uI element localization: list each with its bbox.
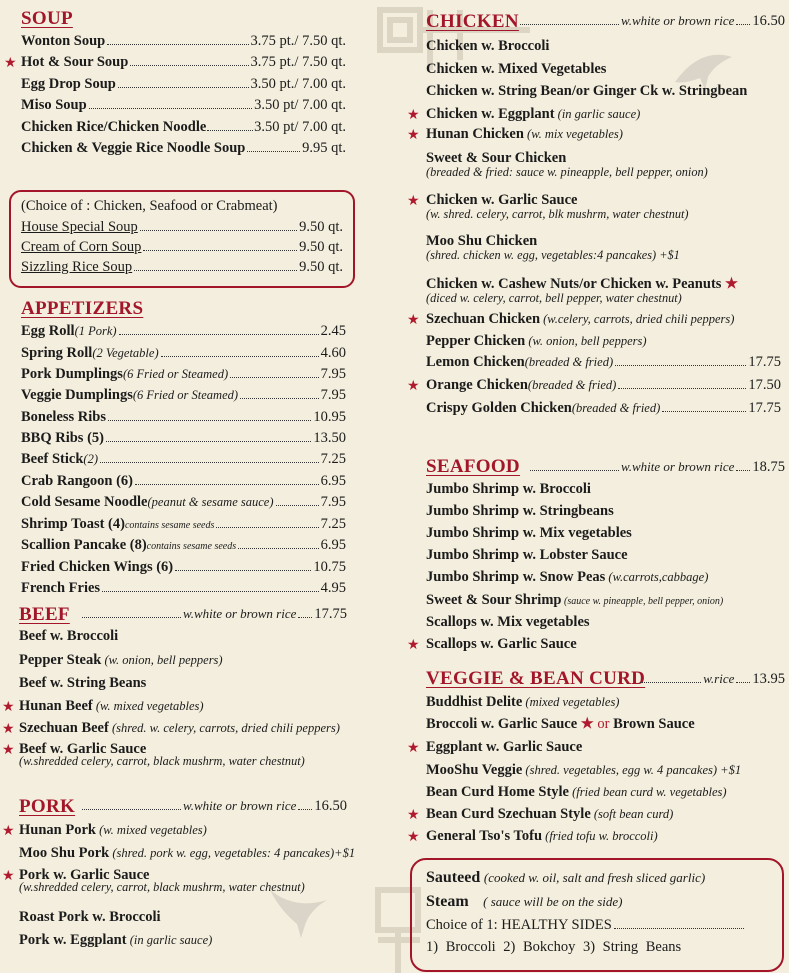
- soup-item: Wonton Soup 3.75 pt./ 7.50 qt.: [21, 33, 346, 49]
- appetizer-item: [21, 345, 346, 362]
- appetizer-name: Boneless Ribs: [21, 409, 107, 425]
- appetizer-price: 7.95: [320, 494, 346, 510]
- chicken-name: Chicken w. Eggplant: [426, 106, 555, 122]
- appetizer-price: 4.60: [320, 345, 346, 361]
- appetizer-name: Pork Dumplings: [21, 366, 123, 382]
- appetizer-price: 4.95: [320, 580, 346, 596]
- star-icon: ★: [2, 743, 15, 758]
- leader-dots: [106, 441, 311, 442]
- chicken-price: 17.75: [748, 400, 781, 416]
- soup-item: Hot & Sour Soup 3.75 pt./ 7.50 qt.: [21, 54, 346, 70]
- pork-name: Hunan Pork: [19, 822, 96, 838]
- appetizer-desc: (2): [83, 452, 98, 466]
- seafood-heading: SEAFOOD: [426, 456, 520, 477]
- pork-item: [19, 845, 355, 862]
- beef-name: Szechuan Beef: [19, 720, 109, 736]
- pork-name: Pork w. Garlic Sauce: [19, 867, 150, 883]
- appetizer-desc: (peanut & sesame sauce): [147, 495, 274, 509]
- pork-garlic-desc: (w.shredded celery, carrot, black mushrm, water chestnut): [19, 880, 305, 894]
- beef-desc: (w. onion, bell peppers): [101, 653, 223, 667]
- leader-dots: [276, 505, 319, 506]
- appetizer-name: BBQ Ribs (5): [21, 430, 104, 446]
- veggie-name: General Tso's Tofu: [426, 828, 543, 844]
- veggie-desc: (fried bean curd w. vegetables): [568, 785, 727, 799]
- chicken-item: [426, 106, 640, 123]
- appetizer-item: [21, 580, 346, 597]
- seafood-desc: (sauce w. pineapple, bell pepper, onion): [561, 596, 724, 607]
- appetizer-price: 7.95: [320, 387, 346, 403]
- beef-rice-note: w.white or brown rice 17.75: [82, 606, 347, 623]
- appetizer-desc: (6 Fried or Steamed): [122, 367, 229, 381]
- chicken-name: Pepper Chicken: [426, 333, 526, 349]
- pork-heading: PORK: [19, 796, 76, 817]
- chicken-item: [426, 333, 647, 350]
- soup-item: Egg Drop Soup 3.50 pt./ 7.00 qt.: [21, 76, 346, 92]
- appetizer-name: Veggie Dumplings: [21, 387, 133, 403]
- appetizer-name: Scallion Pancake (8): [21, 537, 147, 553]
- beef-name: Beef w. Broccoli: [19, 628, 119, 644]
- veggie-heading: VEGGIE & BEAN CURD: [426, 668, 646, 689]
- seafood-rice-note: w.white or brown rice 18.75: [530, 459, 785, 476]
- chicken-name: Hunan Chicken: [426, 126, 524, 142]
- chicken-name: Moo Shu Chicken: [426, 233, 538, 249]
- appetizer-name: Fried Chicken Wings (6): [21, 559, 174, 575]
- chicken-desc: (w.celery, carrots, dried chili peppers): [540, 312, 735, 326]
- star-icon: ★: [407, 379, 420, 394]
- star-icon: ★: [407, 741, 420, 756]
- beef-name: Beef w. String Beans: [19, 675, 147, 691]
- pork-name: Moo Shu Pork: [19, 845, 110, 861]
- chicken-desc: (diced w. celery, carrot, bell pepper, water chestnut): [426, 291, 682, 305]
- veggie-item: [426, 739, 582, 756]
- veggie-item: [426, 828, 658, 845]
- leader-dots: [161, 356, 319, 357]
- chicken-item: [426, 126, 623, 143]
- star-icon: ★: [2, 824, 15, 839]
- chicken-price: 17.75: [748, 354, 781, 370]
- soup-item: Chicken Rice/Chicken Noodle 3.50 pt/ 7.00 qt.: [21, 119, 346, 135]
- veggie-name: Eggplant w. Garlic Sauce: [426, 739, 583, 755]
- chicken-desc: (w. mix vegetables): [523, 127, 623, 141]
- appetizer-note: contains sesame seeds: [124, 520, 215, 531]
- appetizer-desc: (1 Pork): [74, 324, 117, 338]
- seafood-name: Jumbo Shrimp w. Broccoli: [426, 481, 591, 497]
- sauteed-row: Sauteed (cooked w. oil, salt and fresh sliced garlic): [426, 869, 706, 886]
- chicken-item: [426, 311, 734, 328]
- appetizer-price: 7.25: [320, 516, 346, 532]
- leader-dots: [230, 377, 319, 378]
- leader-dots: [240, 398, 319, 399]
- seafood-name: Scallops w. Garlic Sauce: [426, 636, 577, 652]
- chicken-heading: CHICKEN: [426, 11, 519, 32]
- beef-name: Hunan Beef: [19, 698, 93, 714]
- seafood-item: [426, 614, 590, 631]
- chicken-price: 17.50: [748, 377, 781, 393]
- chicken-item: [426, 61, 606, 78]
- pork-name: Roast Pork w. Broccoli: [19, 909, 161, 925]
- appetizer-item: [21, 537, 346, 554]
- veggie-name: Broccoli w. Garlic Sauce: [426, 716, 578, 732]
- chicken-desc: (breaded & fried: sauce w. pineapple, bell pepper, onion): [426, 165, 708, 179]
- soup-item: Chicken & Veggie Rice Noodle Soup 9.95 qt.: [21, 140, 346, 156]
- appetizer-note: contains sesame seeds: [146, 541, 237, 552]
- chicken-name: Chicken w. String Bean/or Ginger Ck w. Stringbean: [426, 83, 748, 99]
- leader-dots: [216, 527, 318, 528]
- star-icon: ★: [2, 869, 15, 884]
- chicken-desc: (breaded & fried): [571, 401, 661, 415]
- chicken-name: Crispy Golden Chicken: [426, 400, 572, 416]
- star-icon: ★: [407, 830, 420, 845]
- seafood-name: Sweet & Sour Shrimp: [426, 592, 562, 608]
- appetizer-price: 10.95: [313, 409, 346, 425]
- chicken-name: Chicken w. Cashew Nuts/or Chicken w. Peanuts: [426, 276, 722, 292]
- leader-dots: [618, 388, 746, 389]
- seafood-name: Jumbo Shrimp w. Stringbeans: [426, 503, 614, 519]
- veggie-name: Brown Sauce: [609, 716, 695, 732]
- leader-dots: [119, 334, 319, 335]
- pork-item: [19, 932, 212, 949]
- seafood-item: [426, 636, 577, 653]
- healthy-sides-options: 1) Broccoli 2) Bokchoy 3) String Beans: [426, 939, 682, 955]
- chicken-name: Chicken w. Mixed Vegetables: [426, 61, 607, 77]
- appetizer-name: Egg Roll: [21, 323, 75, 339]
- chicken-name: Chicken w. Broccoli: [426, 38, 550, 54]
- leader-dots: [238, 548, 319, 549]
- appetizer-price: 7.95: [320, 366, 346, 382]
- appetizer-name: Beef Stick: [21, 451, 84, 467]
- veggie-item: [426, 762, 741, 779]
- star-icon: ★: [4, 56, 17, 71]
- chicken-desc: (breaded & fried): [527, 378, 617, 392]
- pork-rice-note: w.white or brown rice 16.50: [82, 798, 347, 815]
- veggie-item: [426, 716, 695, 733]
- veggie-desc: (mixed vegetables): [522, 695, 620, 709]
- appetizers-heading: APPETIZERS: [21, 298, 144, 319]
- appetizer-name: Shrimp Toast (4): [21, 516, 125, 532]
- specialty-soup-item: Sizzling Rice Soup 9.50 qt.: [21, 259, 343, 275]
- chicken-desc: (w. shred. celery, carrot, blk mushrm, water chestnut): [426, 207, 689, 221]
- appetizer-item: [21, 366, 346, 383]
- chicken-name: Orange Chicken: [426, 377, 528, 393]
- veggie-desc: (fried tofu w. broccoli): [542, 829, 658, 843]
- star-icon: ★: [407, 194, 420, 209]
- right-column: [400, 0, 789, 973]
- chicken-rice-note: w.white or brown rice 16.50: [520, 13, 785, 30]
- appetizer-desc: (6 Fried or Steamed): [132, 388, 239, 402]
- appetizer-price: 2.45: [320, 323, 346, 339]
- pork-desc: (w. mixed vegetables): [95, 823, 207, 837]
- appetizer-name: French Fries: [21, 580, 101, 596]
- appetizer-name: Spring Roll: [21, 345, 93, 361]
- chicken-item: [426, 354, 781, 371]
- veggie-rice-note: w.rice 13.95: [640, 671, 785, 688]
- chicken-item: [426, 38, 549, 55]
- seafood-item: [426, 547, 628, 564]
- appetizer-price: 13.50: [313, 430, 346, 446]
- appetizer-item: [21, 387, 346, 404]
- leader-dots: [100, 462, 319, 463]
- beef-desc: (w. mixed vegetables): [92, 699, 204, 713]
- beef-name: Beef w. Garlic Sauce: [19, 741, 147, 757]
- veggie-item: [426, 806, 673, 823]
- appetizer-price: 7.25: [320, 451, 346, 467]
- appetizer-price: 6.95: [320, 473, 346, 489]
- leader-dots: [662, 411, 746, 412]
- appetizer-item: [21, 516, 346, 533]
- soup-heading: SOUP: [21, 8, 73, 29]
- star-icon: ★: [2, 700, 15, 715]
- appetizer-name: Cold Sesame Noodle: [21, 494, 148, 510]
- leader-dots: [175, 570, 311, 571]
- pork-item: [19, 822, 207, 839]
- chicken-desc: (shred. chicken w. egg, vegetables:4 pancakes) +$1: [426, 248, 680, 262]
- soup-item: Miso Soup 3.50 pt/ 7.00 qt.: [21, 97, 346, 113]
- seafood-name: Jumbo Shrimp w. Lobster Sauce: [426, 547, 628, 563]
- chicken-desc: (w. onion, bell peppers): [525, 334, 647, 348]
- appetizer-item: [21, 409, 346, 426]
- healthy-sides-choice: Choice of 1: HEALTHY SIDES: [426, 917, 746, 934]
- beef-desc: (shred. w. celery, carrots, dried chili peppers): [108, 721, 340, 735]
- star-icon: ★: [407, 108, 420, 123]
- beef-item: [19, 628, 118, 645]
- seafood-name: Scallops w. Mix vegetables: [426, 614, 590, 630]
- beef-item: [19, 720, 340, 737]
- appetizer-price: 10.75: [313, 559, 346, 575]
- seafood-name: Jumbo Shrimp w. Snow Peas: [426, 569, 606, 585]
- beef-item: [19, 675, 146, 692]
- chicken-name: Sweet & Sour Chicken: [426, 150, 567, 166]
- seafood-item: [426, 525, 632, 542]
- veggie-desc: (shred. vegetables, egg w. 4 pancakes) +$1: [522, 763, 742, 777]
- veggie-or: or: [597, 716, 610, 732]
- chicken-name: Lemon Chicken: [426, 354, 525, 370]
- beef-item: [19, 652, 223, 669]
- veggie-item: [426, 784, 727, 801]
- beef-heading: BEEF: [19, 604, 70, 625]
- star-icon: ★: [407, 808, 420, 823]
- appetizer-item: [21, 494, 346, 511]
- pork-desc: (in garlic sauce): [126, 933, 213, 947]
- appetizer-item: [21, 451, 346, 468]
- chicken-item: [426, 83, 747, 100]
- pork-item: [19, 909, 161, 926]
- seafood-item: [426, 592, 723, 609]
- seafood-item: [426, 481, 591, 498]
- appetizer-desc: (2 Vegetable): [92, 346, 159, 360]
- seafood-item: [426, 503, 614, 520]
- veggie-name: Bean Curd Szechuan Style: [426, 806, 591, 822]
- seafood-item: [426, 569, 708, 586]
- leader-dots: [615, 365, 746, 366]
- beef-garlic-desc: (w.shredded celery, carrot, black mushrm, water chestnut): [19, 754, 305, 768]
- specialty-soup-item: House Special Soup 9.50 qt.: [21, 219, 343, 235]
- steam-row: Steam ( sauce will be on the side): [426, 893, 623, 910]
- leader-dots: [135, 484, 319, 485]
- chicken-name: Szechuan Chicken: [426, 311, 541, 327]
- star-icon: ★: [2, 722, 15, 737]
- seafood-name: Jumbo Shrimp w. Mix vegetables: [426, 525, 632, 541]
- appetizer-item: [21, 559, 346, 576]
- star-icon: ★: [721, 276, 739, 292]
- appetizer-item: [21, 323, 346, 340]
- beef-item: [19, 698, 204, 715]
- appetizer-price: 6.95: [320, 537, 346, 553]
- veggie-name: Bean Curd Home Style: [426, 784, 569, 800]
- leader-dots: [108, 420, 311, 421]
- chicken-item: [426, 400, 781, 417]
- seafood-desc: (w.carrots,cabbage): [605, 570, 709, 584]
- veggie-item: [426, 694, 619, 711]
- soup-choice-note: (Choice of : Chicken, Seafood or Crabmeat): [21, 198, 278, 214]
- pork-desc: (shred. pork w. egg, vegetables: 4 pancakes)+$1: [109, 846, 356, 860]
- specialty-soup-item: Cream of Corn Soup 9.50 qt.: [21, 239, 343, 255]
- appetizer-name: Crab Rangoon (6): [21, 473, 133, 489]
- appetizer-item: [21, 430, 346, 447]
- star-icon: ★: [407, 128, 420, 143]
- chicken-desc: (in garlic sauce): [554, 107, 641, 121]
- veggie-name: MooShu Veggie: [426, 762, 523, 778]
- beef-name: Pepper Steak: [19, 652, 102, 668]
- pork-name: Pork w. Eggplant: [19, 932, 127, 948]
- star-icon: ★: [577, 716, 598, 732]
- veggie-desc: (soft bean curd): [590, 807, 674, 821]
- star-icon: ★: [407, 638, 420, 653]
- chicken-item: [426, 377, 781, 394]
- chicken-desc: (breaded & fried): [524, 355, 614, 369]
- veggie-name: Buddhist Delite: [426, 694, 523, 710]
- leader-dots: [102, 591, 319, 592]
- star-icon: ★: [407, 313, 420, 328]
- appetizer-item: [21, 473, 346, 490]
- chicken-name: Chicken w. Garlic Sauce: [426, 192, 578, 208]
